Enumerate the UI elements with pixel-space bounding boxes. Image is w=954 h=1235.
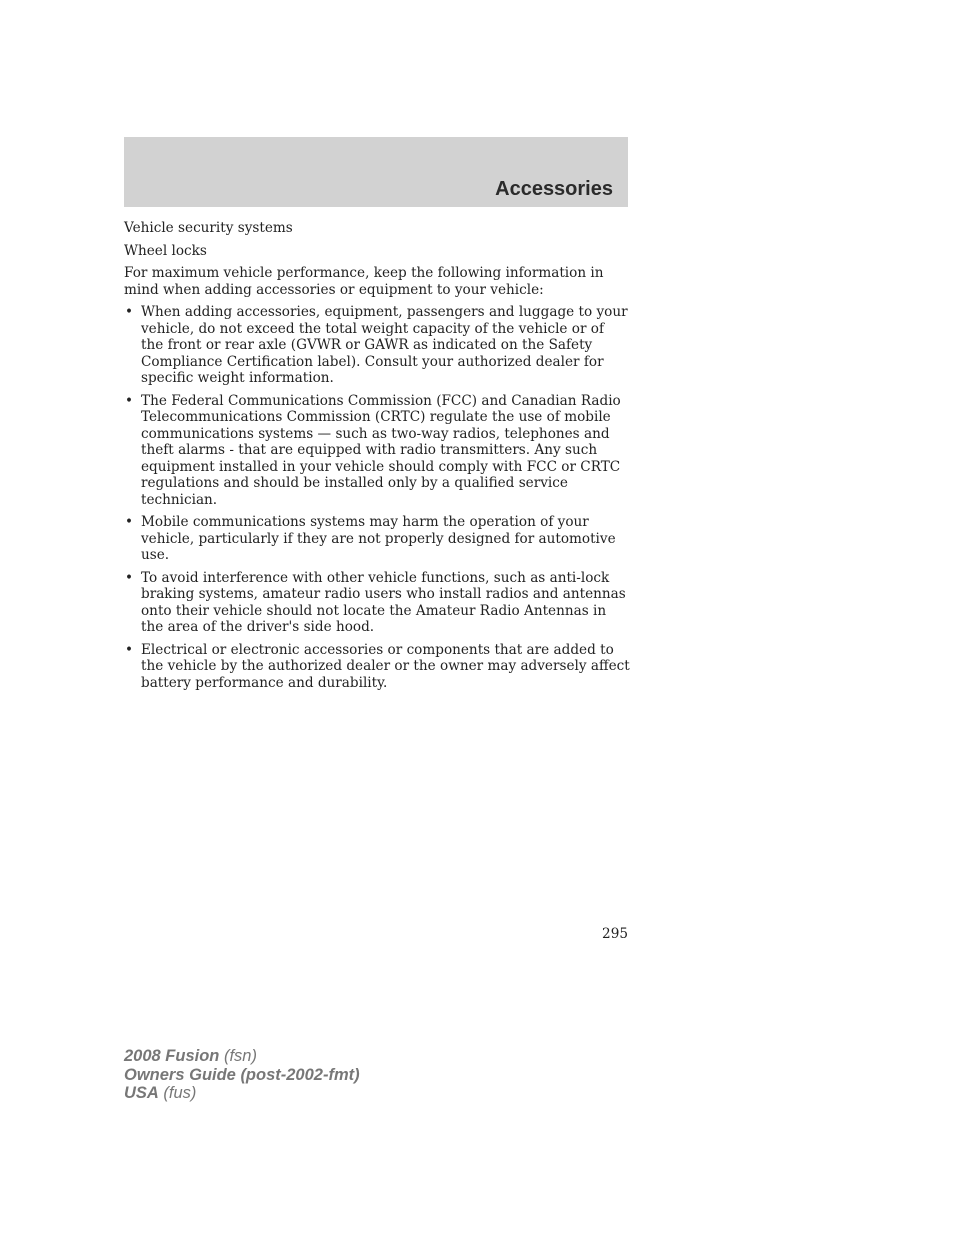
footer-model-code: (fsn)	[219, 1047, 257, 1065]
footer-market-name: USA	[124, 1084, 159, 1102]
list-item	[124, 570, 630, 636]
footer-model-name: 2008 Fusion	[124, 1047, 220, 1065]
list-item-text: When adding accessories, equipment, passengers and luggage to your vehicle, do not exceed the total weight capacity of the vehicle or of the front or rear axle (GVWR or GAWR as indicated on the Safety Compliance Certification label). Consult your authorized dealer for specific weight information.	[141, 304, 628, 386]
section-title: Accessories	[495, 178, 613, 200]
list-item-text: Electrical or electronic accessories or components that are added to the vehicle by the authorized dealer or the owner may adversely affect battery performance and durability.	[141, 641, 630, 691]
document-footer	[124, 1047, 360, 1103]
bullet-icon: •	[125, 641, 134, 658]
list-item-text: The Federal Communications Commission (FCC) and Canadian Radio Telecommunications Commission (CRTC) regulate the use of mobile communications systems — such as two-way radios, telephones and theft alarms - that are equipped with radio transmitters. Any such equipment installed in your vehicle should comply with FCC or CRTC regulations and should be installed only by a qualified service technician.	[141, 392, 621, 508]
footer-guide-name: Owners Guide (post-2002-fmt)	[124, 1065, 360, 1084]
page-number: 295	[602, 926, 628, 942]
intro-item: Vehicle security systems	[124, 220, 293, 236]
list-item-text: Mobile communications systems may harm the operation of your vehicle, particularly if they are not properly designed for automotive use.	[141, 514, 616, 563]
bullet-icon: •	[125, 392, 134, 409]
intro-paragraph: For maximum vehicle performance, keep the following information in mind when adding accessories or equipment to your vehicle:	[124, 265, 604, 298]
page-content	[124, 220, 630, 697]
list-item	[124, 514, 630, 564]
footer-line-guide	[124, 1066, 360, 1085]
section-header-band	[124, 137, 628, 207]
bullet-icon: •	[125, 514, 134, 530]
footer-line-market	[124, 1084, 360, 1103]
list-item-text: To avoid interference with other vehicle functions, such as anti-lock braking systems, amateur radio users who install radios and antennas onto their vehicle should not locate the Amateur Radio Antennas in the area of the driver's side hood.	[141, 569, 626, 635]
footer-market-code: (fus)	[158, 1084, 197, 1102]
bullet-icon: •	[125, 304, 134, 320]
intro-item: Wheel locks	[124, 242, 207, 259]
footer-line-model	[124, 1047, 360, 1066]
list-item	[124, 304, 630, 387]
bullet-icon: •	[125, 569, 134, 586]
bullet-list	[124, 304, 630, 691]
list-item	[124, 642, 630, 692]
list-item	[124, 393, 630, 509]
